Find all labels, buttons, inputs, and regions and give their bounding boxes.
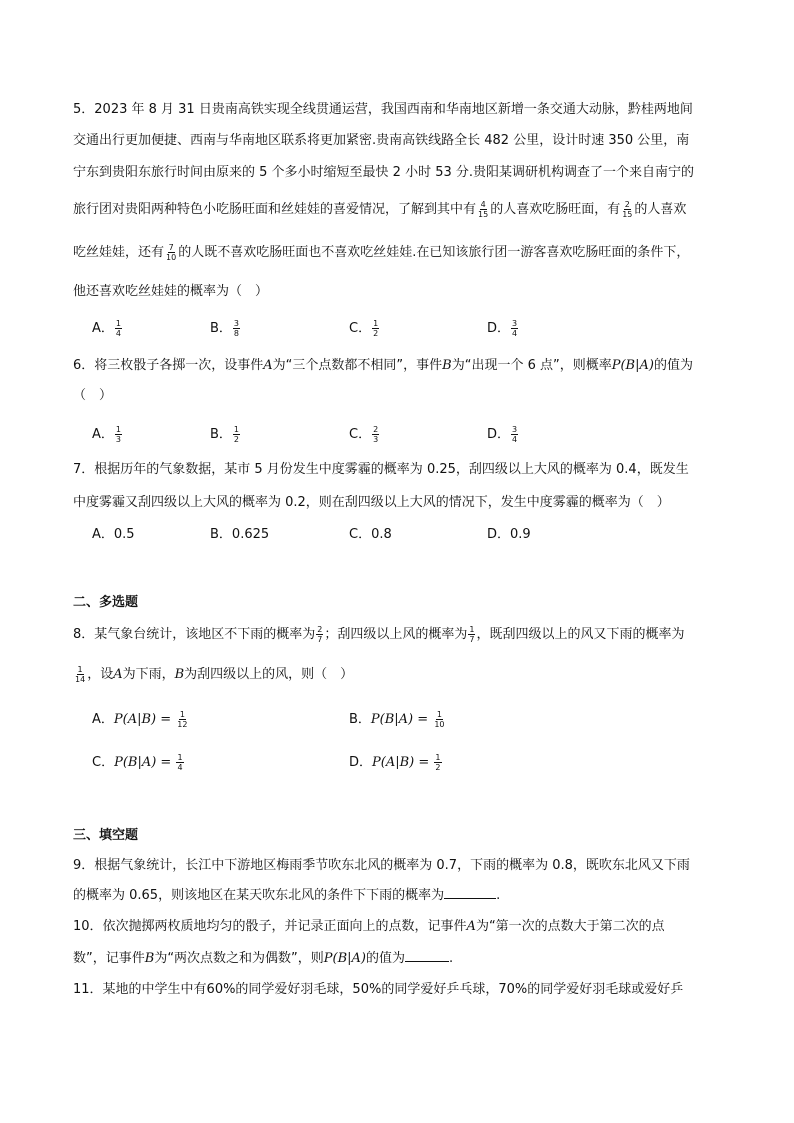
q5-line-6: 他还喜欢吃丝娃娃的概率为（ ） <box>73 284 269 299</box>
q7-option-c[interactable]: C．0.8 <box>349 527 392 542</box>
q6-line-1: 6．将三枚骰子各掷一次，设事件A为“三个点数都不相同”，事件B为“出现一个 6 点”，则概率P(B|A)的值为 <box>73 358 693 373</box>
q8-option-b[interactable]: B．P(B|A) = $\frac{1}{10}$ <box>349 710 445 729</box>
q9-line-2: 的概率为 0.65，则该地区在某天吹东北风的条件下下雨的概率为 . <box>73 885 500 906</box>
q5-line-5: 吃丝娃娃，还有 $\frac{7}{10}$ 的人既不喜欢吃肠旺面也不喜欢吃丝娃娃.在已知该旅行团一游客喜欢吃肠旺面的条件下， <box>73 243 690 262</box>
q6-line-2: （ ） <box>73 388 113 403</box>
q8-option-d[interactable]: D．P(A|B) = $\frac{1}{2}$ <box>349 753 441 772</box>
q6-option-a[interactable]: A． $\frac{1}{3}$ <box>92 425 121 444</box>
q5-option-b[interactable]: B． $\frac{3}{8}$ <box>210 319 240 338</box>
q8-option-c[interactable]: C．P(B|A) = $\frac{1}{4}$ <box>92 753 183 772</box>
q9-line-1: 9．根据气象统计，长江中下游地区梅雨季节吹东北风的概率为 0.7，下雨的概率为 0.8，既吹东北风又下雨 <box>73 858 690 873</box>
q8-line-1: 8．某气象台统计，该地区不下雨的概率为 $\frac{2}{7}$ ；刮四级以上风的概率为 $\frac{1}{7}$ ，既刮四级以上的风又下雨的概率为 <box>73 625 685 644</box>
q10-line-2: 数”，记事件B为“两次点数之和为偶数”，则P(B|A)的值为 . <box>73 948 453 969</box>
fraction: $\frac{4}{15}$ <box>478 200 489 219</box>
q7-option-b[interactable]: B．0.625 <box>210 527 270 542</box>
answer-blank[interactable] <box>405 948 449 962</box>
q8-option-a[interactable]: A．P(A|B) = $\frac{1}{12}$ <box>92 710 188 729</box>
q7-option-d[interactable]: D．0.9 <box>487 527 531 542</box>
q8-line-2: $\frac{1}{14}$ ，设A为下雨，B为刮四级以上的风，则（ ） <box>75 665 354 684</box>
q6-option-d[interactable]: D． $\frac{3}{4}$ <box>487 425 518 444</box>
q7-line-1: 7．根据历年的气象数据，某市 5 月份发生中度雾霾的概率为 0.25，刮四级以上大风的概率为 0.4，既发生 <box>73 462 689 477</box>
q5-option-a[interactable]: A． $\frac{1}{4}$ <box>92 319 121 338</box>
answer-blank[interactable] <box>444 885 496 899</box>
q11-line-1: 11．某地的中学生中有60%的同学爱好羽毛球，50%的同学爱好乒乓球，70%的同学爱好羽毛球或爱好乒 <box>73 982 684 997</box>
q10-line-1: 10．依次抛掷两枚质地均匀的骰子，并记录正面向上的点数，记事件A为“第一次的点数大于第二次的点 <box>73 919 665 934</box>
q5-option-c[interactable]: C． $\frac{1}{2}$ <box>349 319 379 338</box>
q6-option-c[interactable]: C． $\frac{2}{3}$ <box>349 425 379 444</box>
q5-line-1: 5．2023 年 8 月 31 日贵南高铁实现全线贯通运营，我国西南和华南地区新增一条交通大动脉，黔桂两地间 <box>73 102 693 117</box>
q5-line-2: 交通出行更加便捷、西南与华南地区联系将更加紧密.贵南高铁线路全长 482 公里，设计时速 350 公里，南 <box>73 133 690 148</box>
math-expression: P(B|A) <box>611 358 654 373</box>
q7-option-a[interactable]: A．0.5 <box>92 527 135 542</box>
q5-option-d[interactable]: D． $\frac{3}{4}$ <box>487 319 518 338</box>
q7-line-2: 中度雾霾又刮四级以上大风的概率为 0.2，则在刮四级以上大风的情况下，发生中度雾霾的概率为（ ） <box>73 495 670 510</box>
math-expression: P(B|A) <box>323 951 367 966</box>
q5-line-3: 宁东到贵阳东旅行时间由原来的 5 个多小时缩短至最快 2 小时 53 分.贵阳某调研机构调查了一个来自南宁的 <box>73 165 695 180</box>
section-heading-multiple-choice: 二、多选题 <box>73 595 139 610</box>
q6-option-b[interactable]: B． $\frac{1}{2}$ <box>210 425 240 444</box>
fraction: $\frac{2}{15}$ <box>622 200 633 219</box>
q5-line-4: 旅行团对贵阳两种特色小吃肠旺面和丝娃娃的喜爱情况，了解到其中有 $\frac{4}{15}$ 的人喜欢吃肠旺面，有 $\frac{2}{15}$ 的人喜欢 <box>73 200 687 219</box>
section-heading-fill-in: 三、填空题 <box>73 828 139 843</box>
fraction: $\frac{7}{10}$ <box>166 243 177 262</box>
